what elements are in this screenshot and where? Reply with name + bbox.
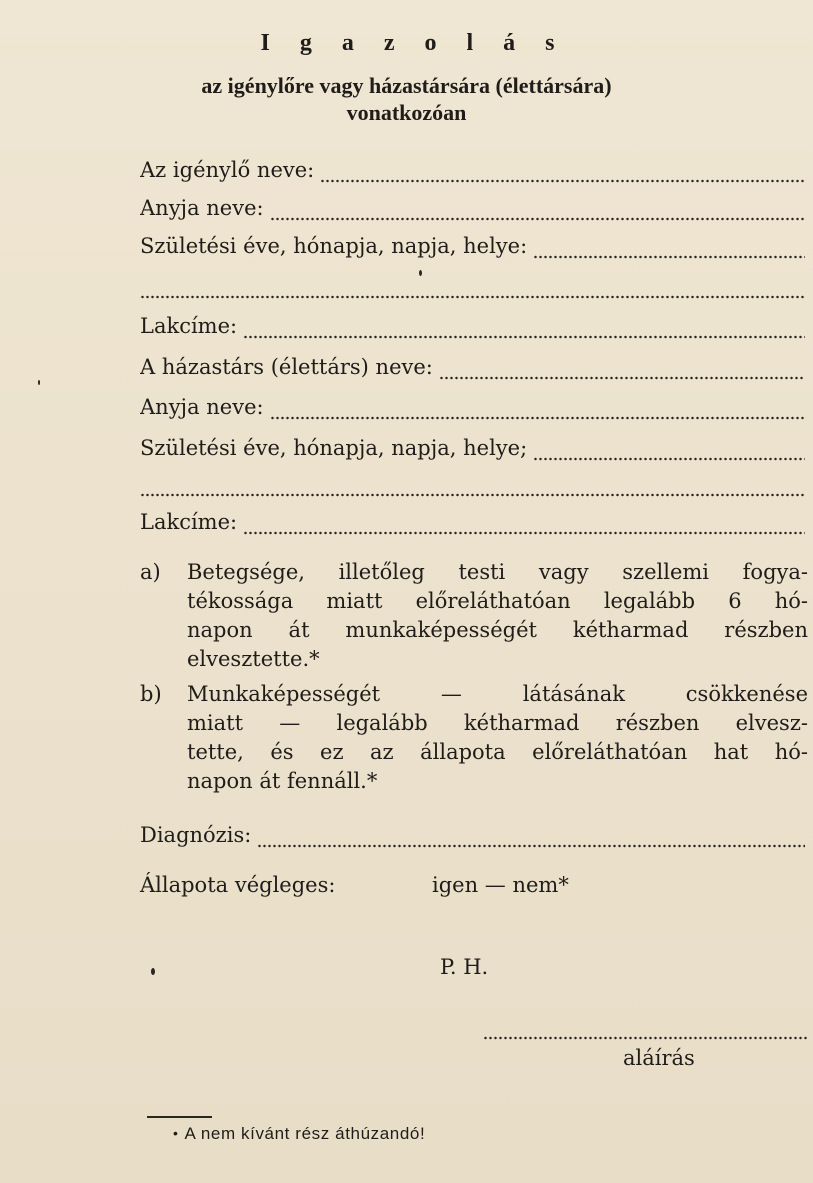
spouse-address-field[interactable]	[140, 510, 805, 542]
condition-a-line: napon át munkaképességét kétharmad részben	[187, 618, 808, 642]
applicant-mother-field[interactable]	[140, 196, 805, 228]
diagnosis-label: Diagnózis:	[140, 823, 252, 847]
form-title: I g a z o l á s	[260, 30, 567, 56]
form-subtitle-line1: az igénylőre vagy házastársára (élettársára)	[201, 73, 612, 98]
condition-b-line: miatt — legalább kétharmad részben elvesz-	[187, 711, 808, 735]
spouse-name-fill-line[interactable]	[439, 376, 805, 380]
footnote	[173, 1124, 425, 1144]
spouse-mother-label: Anyja neve:	[140, 395, 264, 419]
spouse-address-label: Lakcíme:	[140, 510, 238, 534]
applicant-birth-continuation-line[interactable]	[140, 295, 805, 299]
ink-speck	[38, 380, 40, 385]
condition-b-line: Munkaképességét — látásának csökkenése	[187, 682, 808, 706]
condition-a-line: elvesztette.*	[187, 647, 320, 671]
spouse-birth-continuation-line[interactable]	[140, 493, 805, 497]
condition-b-marker: b)	[140, 682, 162, 706]
signature-label: aláírás	[623, 1046, 695, 1070]
stamp-placeholder: P. H.	[440, 955, 489, 979]
applicant-name-label: Az igénylő neve:	[140, 158, 315, 182]
spouse-mother-fill-line[interactable]	[270, 416, 805, 420]
applicant-address-label: Lakcíme:	[140, 314, 238, 338]
condition-b[interactable]	[140, 680, 808, 800]
spouse-mother-field[interactable]	[140, 395, 805, 427]
footnote-bullet: •	[173, 1125, 179, 1141]
applicant-name-fill-line[interactable]	[320, 179, 805, 183]
footnote-text: A nem kívánt rész áthúzandó!	[184, 1124, 426, 1143]
state-options[interactable]: igen — nem*	[432, 873, 569, 897]
diagnosis-field[interactable]	[140, 823, 805, 855]
form-subtitle-line2: vonatkozóan	[346, 100, 467, 125]
condition-b-line: napon át fennáll.*	[187, 769, 378, 793]
spouse-birth-field[interactable]	[140, 436, 805, 468]
condition-a[interactable]	[140, 558, 808, 678]
ink-speck	[419, 270, 422, 276]
condition-a-line: Betegsége, illetőleg testi vagy szellemi fogya-	[187, 560, 808, 584]
spouse-birth-fill-line[interactable]	[533, 457, 805, 461]
signature-line[interactable]	[483, 1036, 808, 1040]
spouse-name-field[interactable]	[140, 355, 805, 387]
applicant-birth-label: Születési éve, hónapja, napja, helye:	[140, 234, 528, 258]
condition-b-line: tette, és ez az állapota előreláthatóan hat hó-	[187, 740, 808, 764]
ink-speck	[151, 968, 155, 975]
applicant-birth-field[interactable]	[140, 234, 805, 266]
applicant-name-field[interactable]	[140, 158, 805, 190]
footnote-rule	[147, 1116, 212, 1118]
spouse-address-fill-line[interactable]	[243, 531, 805, 535]
condition-a-marker: a)	[140, 560, 161, 584]
state-label: Állapota végleges:	[140, 873, 336, 897]
applicant-address-fill-line[interactable]	[243, 335, 805, 339]
spouse-birth-label: Születési éve, hónapja, napja, helye;	[140, 436, 528, 460]
applicant-birth-fill-line[interactable]	[533, 255, 805, 259]
condition-b-text	[187, 680, 808, 796]
condition-a-line: tékossága miatt előreláthatóan legalább 6 hó-	[187, 589, 808, 613]
spouse-name-label: A házastárs (élettárs) neve:	[140, 355, 433, 379]
condition-a-text	[187, 558, 808, 674]
applicant-address-field[interactable]	[140, 314, 805, 346]
applicant-mother-fill-line[interactable]	[270, 217, 805, 221]
diagnosis-fill-line[interactable]	[257, 844, 805, 848]
applicant-mother-label: Anyja neve:	[140, 196, 264, 220]
state-row	[140, 873, 569, 897]
